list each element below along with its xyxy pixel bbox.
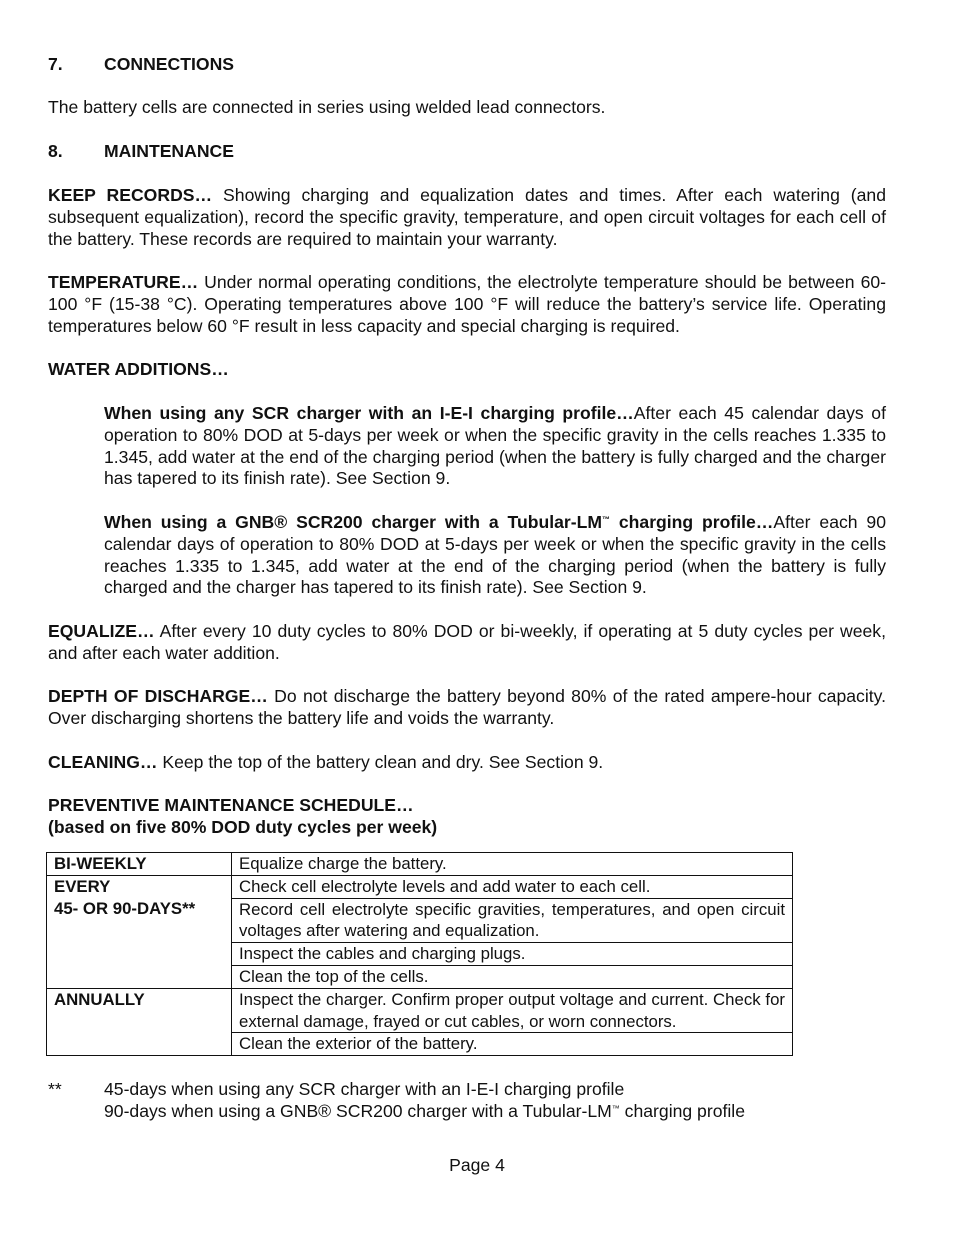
section-7-body: The battery cells are connected in series using welded lead connectors.	[48, 97, 606, 117]
cleaning-paragraph	[48, 752, 886, 774]
footnote-line-2-part-a: 90-days when using a GNB® SCR200 charger with a Tubular-LM	[104, 1101, 612, 1121]
schedule-title: PREVENTIVE MAINTENANCE SCHEDULE…	[48, 795, 414, 815]
equalize-text: After every 10 duty cycles to 80% DOD or bi-weekly, if operating at 5 duty cycles per week, and after each water addition.	[48, 621, 886, 663]
schedule-task: Check cell electrolyte levels and add water to each cell.	[232, 875, 793, 898]
water-gnb-text: After each 90 calendar days of operation to 80% DOD at 5-days per week or when the specific gravity in the cells reaches 1.335 to 1.345, add water at the end of the charging period (when the battery is fully charged and the charger has tapered to its finish rate). See Section 9.	[104, 512, 886, 598]
cleaning-text: Keep the top of the battery clean and dry. See Section 9.	[157, 752, 604, 772]
section-8-number: 8.	[48, 141, 63, 161]
depth-of-discharge-paragraph	[48, 686, 886, 730]
keep-records-text: Showing charging and equalization dates and times. After each watering (and subsequent equalization), record the specific gravity, temperature, and open circuit voltages for each cell of the battery. These records are required to maintain your warranty.	[48, 185, 886, 249]
water-scr-text: After each 45 calendar days of operation to 80% DOD at 5-days per week or when the specific gravity in the cells reaches 1.335 to 1.345, add water at the end of the charging period (when the battery is fully charged and the charger has tapered to its finish rate). See Section 9.	[104, 403, 886, 489]
table-row	[47, 875, 793, 898]
schedule-task: Equalize charge the battery.	[232, 853, 793, 876]
table-row	[47, 853, 793, 876]
footnote-mark: **	[48, 1079, 62, 1099]
schedule-interval-every	[47, 875, 232, 988]
trademark-symbol: ™	[611, 1104, 620, 1113]
footnote-line-2-part-b: charging profile	[619, 1101, 745, 1121]
schedule-task: Inspect the cables and charging plugs.	[232, 943, 793, 966]
footnote-line-2	[104, 1101, 886, 1123]
section-8-title: MAINTENANCE	[104, 141, 234, 161]
schedule-interval-annually: ANNUALLY	[47, 988, 232, 1055]
equalize-label: EQUALIZE…	[48, 621, 155, 641]
maintenance-schedule-table	[46, 852, 793, 1056]
schedule-task: Inspect the charger. Confirm proper output voltage and current. Check for external damage, frayed or cut cables, or worn connectors.	[232, 988, 793, 1033]
schedule-interval-every-line2: 45- OR 90-DAYS**	[54, 898, 196, 918]
water-gnb-label-part-a: When using a GNB® SCR200 charger with a Tubular-LM	[104, 512, 603, 532]
water-scr-label: When using any SCR charger with an I-E-I charging profile…	[104, 403, 634, 423]
schedule-task: Clean the top of the cells.	[232, 965, 793, 988]
section-8-heading	[48, 141, 234, 163]
schedule-subtitle: (based on five 80% DOD duty cycles per week)	[48, 817, 438, 837]
keep-records-paragraph	[48, 185, 886, 250]
keep-records-label: KEEP RECORDS…	[48, 185, 213, 205]
schedule-interval-biweekly: BI-WEEKLY	[47, 853, 232, 876]
table-row	[47, 988, 793, 1033]
trademark-symbol: ™	[602, 515, 611, 524]
water-gnb-label	[104, 512, 773, 532]
water-additions-heading: WATER ADDITIONS…	[48, 359, 229, 379]
depth-of-discharge-text: Do not discharge the battery beyond 80% of the rated ampere-hour capacity. Over discharging shortens the battery life and voids the warranty.	[48, 686, 886, 728]
footnote-line-1: 45-days when using any SCR charger with an I-E-I charging profile	[104, 1079, 625, 1099]
water-gnb-label-part-b: charging profile…	[610, 512, 774, 532]
schedule-interval-every-line1: EVERY	[54, 876, 111, 896]
section-7-heading	[48, 54, 234, 76]
schedule-task: Record cell electrolyte specific gravities, temperatures, and open circuit voltages after watering and equalization.	[232, 898, 793, 943]
equalize-paragraph	[48, 621, 886, 665]
temperature-paragraph	[48, 272, 886, 337]
water-scr-paragraph	[104, 403, 886, 490]
schedule-task: Clean the exterior of the battery.	[232, 1033, 793, 1056]
temperature-text: Under normal operating conditions, the electrolyte temperature should be between 60-100 °F (15-38 °C). Operating temperatures above 100 °F will reduce the battery’s service life. Operating temperatures below 60 °F result in less capacity and special charging is required.	[48, 272, 886, 336]
temperature-label: TEMPERATURE…	[48, 272, 199, 292]
water-gnb-paragraph	[104, 512, 886, 599]
section-7-title: CONNECTIONS	[104, 54, 235, 74]
cleaning-label: CLEANING…	[48, 752, 158, 772]
section-7-number: 7.	[48, 54, 63, 74]
page-number: Page 4	[449, 1155, 505, 1175]
depth-of-discharge-label: DEPTH OF DISCHARGE…	[48, 686, 268, 706]
